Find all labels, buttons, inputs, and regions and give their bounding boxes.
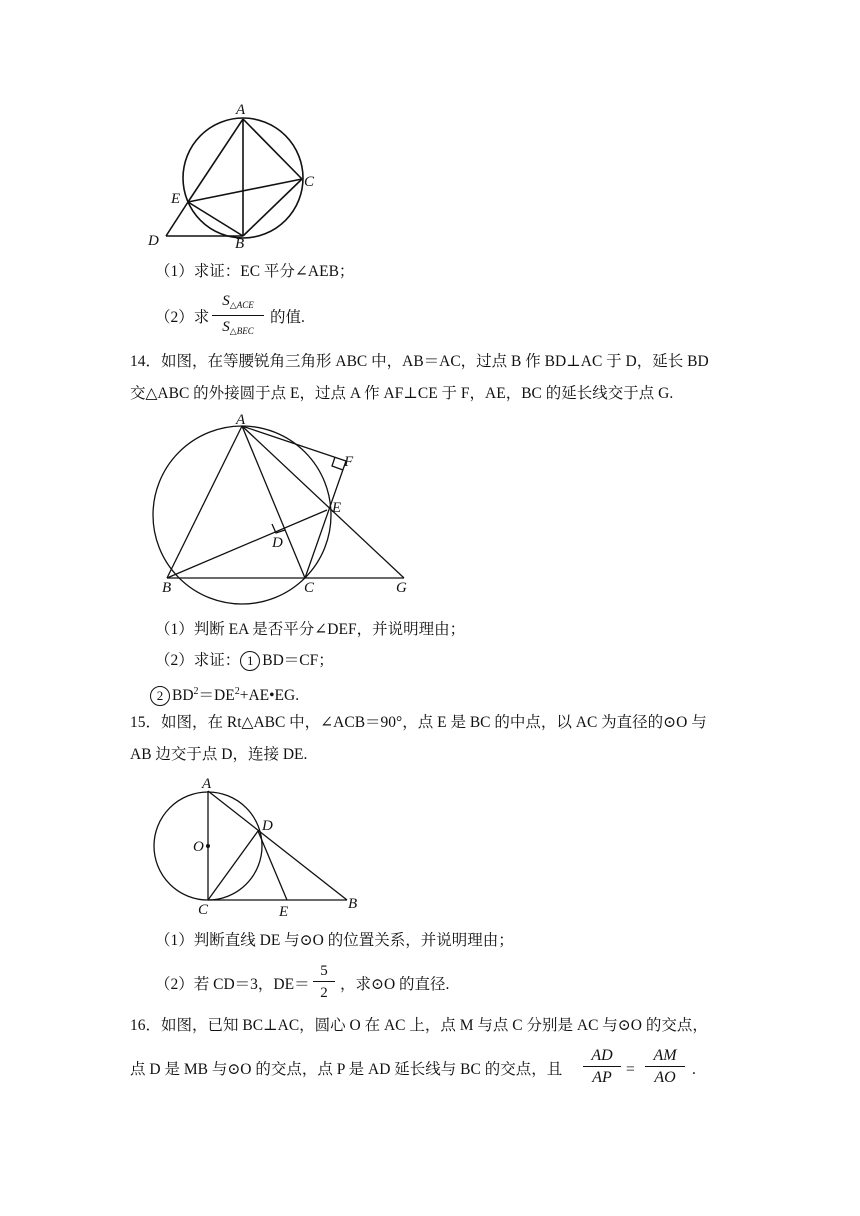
q14-part1: （1）判断 EA 是否平分∠DEF，并说明理由； xyxy=(155,621,466,638)
label-A: A xyxy=(236,102,246,118)
q14-item2-de: ＝DE xyxy=(198,687,235,705)
segment-AB xyxy=(167,426,242,578)
q13-part1: （1）求证：EC 平分∠AEB； xyxy=(155,263,355,280)
segment-AC xyxy=(242,426,305,578)
numerator: AD xyxy=(583,1047,621,1067)
q14-part2-label: （2）求证： xyxy=(155,652,241,669)
label-A: A xyxy=(236,412,246,428)
q15-line1: 15．如图，在 Rt△ABC 中，∠ACB＝90°，点 E 是 BC 的中点，以 AC 为直径的⊙O 与 xyxy=(130,714,707,731)
segment-AF xyxy=(242,426,346,461)
q14-line2: 交△ABC 的外接圆于点 E，过点 A 作 AF⊥CE 于 F，AE，BC 的延长线交于点 G. xyxy=(130,385,674,402)
q13-part2-suffix: 的值. xyxy=(270,309,305,326)
area-sub-ace: △ACE xyxy=(229,300,254,310)
label-B: B xyxy=(235,236,245,250)
segment-AB xyxy=(208,791,347,900)
segment-EC xyxy=(188,179,302,202)
denominator: AO xyxy=(654,1069,676,1086)
q14-item1: BD＝CF； xyxy=(262,652,334,669)
segment-CD xyxy=(208,831,258,900)
figure-q13 xyxy=(140,98,320,250)
q15-part2-suffix: ，求⊙O 的直径. xyxy=(340,976,450,993)
label-E: E xyxy=(279,904,289,920)
label-E: E xyxy=(332,500,342,516)
label-D: D xyxy=(262,818,273,834)
q13-area-ratio xyxy=(212,292,264,340)
q14-line1: 14．如图，在等腰锐角三角形 ABC 中，AB＝AC，过点 B 作 BD⊥AC 于 D，延长 BD xyxy=(130,353,709,370)
segment-BC xyxy=(243,179,302,236)
q16-line2-prefix: 点 D 是 MB 与⊙O 的交点，点 P 是 AD 延长线与 BC 的交点，且 xyxy=(130,1061,563,1078)
q16-equals: = xyxy=(626,1061,635,1078)
segment-AE xyxy=(188,119,243,202)
q15-line2: AB 边交于点 D，连接 DE. xyxy=(130,746,308,763)
area-sub-bec: △BEC xyxy=(229,326,254,336)
segment-AG xyxy=(242,426,404,578)
segment-AC xyxy=(243,119,302,179)
q16-line1: 16．如图，已知 BC⊥AC，圆心 O 在 AC 上，点 M 与点 C 分别是 AC 与⊙O 的交点， xyxy=(130,1017,708,1034)
superscript: 2 xyxy=(193,686,199,697)
q14-item2-rest: +AE•EG. xyxy=(239,687,300,705)
denominator: AP xyxy=(592,1069,612,1086)
q14-item2 xyxy=(150,682,299,706)
area-symbol: S xyxy=(222,319,230,335)
circled-number-1: 1 xyxy=(240,651,260,671)
label-B: B xyxy=(162,580,172,596)
label-B: B xyxy=(348,896,358,912)
label-D: D xyxy=(272,535,283,551)
numerator: AM xyxy=(645,1047,685,1067)
label-D: D xyxy=(148,233,159,249)
figure-q14 xyxy=(140,412,420,612)
q16-fraction-am-ao xyxy=(645,1047,685,1087)
denominator: 2 xyxy=(320,985,328,1001)
segment-FC xyxy=(305,461,346,578)
q16-end: . xyxy=(692,1061,696,1078)
q14-part2 xyxy=(155,651,334,671)
label-O: O xyxy=(193,839,204,855)
label-C: C xyxy=(304,580,315,596)
superscript: 2 xyxy=(234,686,240,697)
q15-fraction-five-halves xyxy=(313,962,335,1002)
label-E: E xyxy=(171,191,181,207)
figure-q15 xyxy=(140,774,370,920)
area-symbol: S xyxy=(222,293,230,309)
q13-part2-prefix: （2）求 xyxy=(155,309,210,326)
segment-BE xyxy=(167,510,327,578)
label-C: C xyxy=(304,174,315,190)
q14-item2-bd: BD xyxy=(172,687,194,705)
q15-part1: （1）判断直线 DE 与⊙O 的位置关系，并说明理由； xyxy=(155,932,514,949)
label-G: G xyxy=(396,580,407,596)
numerator: 5 xyxy=(313,962,335,982)
segment-DE xyxy=(166,202,188,236)
q15-part2-prefix: （2）若 CD＝3，DE＝ xyxy=(155,976,310,993)
center-point-o xyxy=(206,844,210,848)
label-F: F xyxy=(344,454,354,470)
label-C: C xyxy=(198,902,209,918)
q16-fraction-ad-ap xyxy=(583,1047,621,1087)
label-A: A xyxy=(202,776,212,792)
circled-number-2: 2 xyxy=(150,686,170,706)
